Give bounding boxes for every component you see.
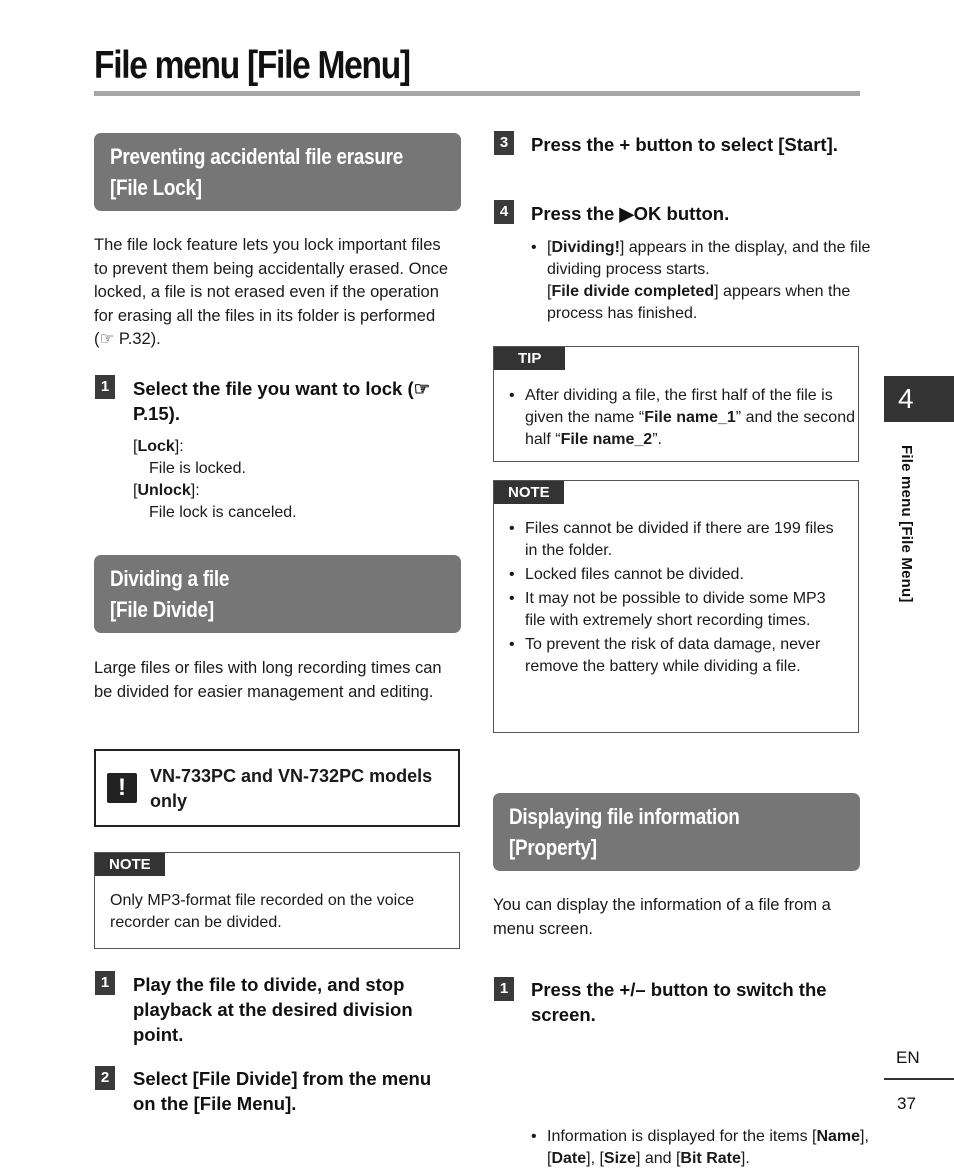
file-divide-intro: Large files or files with long recording times can be divided for easier management and editing. — [94, 659, 442, 701]
display-message: File divide completed — [551, 283, 715, 300]
page-number: 37 — [897, 1094, 916, 1113]
list-item: • Files cannot be divided if there are 199 files in the folder. — [509, 518, 843, 562]
step-instruction — [133, 1066, 455, 1116]
list-item: • To prevent the risk of data damage, never remove the battery while dividing a file. — [509, 634, 843, 678]
item-ref: Size — [603, 1150, 636, 1167]
text-part: [ — [547, 239, 552, 256]
note-text: Only MP3-format file recorded on the voice recorder can be divided. — [110, 892, 415, 931]
title-divider — [94, 91, 860, 96]
exclamation-icon: ! — [107, 773, 137, 803]
note-tag: NOTE — [494, 481, 564, 504]
step-number: 2 — [95, 1066, 115, 1090]
step-number: 1 — [95, 375, 115, 399]
step-bullet — [531, 237, 875, 325]
step-instruction: Play the file to divide, and stop playback at the desired division point. — [133, 974, 413, 1045]
model-notice-text: VN-733PC and VN-732PC models only — [150, 766, 433, 811]
text-part: After dividing a file, the first half of the file is given the name “ — [525, 387, 833, 426]
option-label: Unlock — [137, 482, 191, 499]
property-intro: You can display the information of a file from a menu screen. — [493, 896, 831, 938]
note-box — [493, 480, 859, 733]
step-instruction — [531, 201, 851, 226]
text-part: ]. — [826, 134, 838, 155]
text-part: Select [ — [133, 1068, 199, 1089]
list-item: • It may not be possible to divide some MP3 file with extremely short recording times. — [509, 588, 843, 632]
menu-ref: File Menu — [199, 1093, 286, 1114]
text-part: ] appears when the process has finished. — [547, 283, 851, 322]
section-heading-property — [493, 793, 860, 871]
play-ok-button-ref: ▶OK — [619, 203, 662, 224]
text-part: Press the + button to select [ — [531, 134, 785, 155]
text-part: ], [ — [586, 1150, 604, 1167]
step-bullet — [531, 1126, 875, 1170]
text-part: ”. — [652, 431, 662, 448]
step-number: 4 — [494, 200, 514, 224]
heading-line: [Property] — [509, 835, 597, 860]
option-label: Lock — [137, 438, 175, 455]
language-label: EN — [896, 1048, 920, 1067]
menu-item-ref: File Divide — [198, 1068, 292, 1089]
option-description: File lock is canceled. — [149, 504, 297, 521]
section-heading-file-divide — [94, 555, 461, 633]
text-part: ]. — [740, 1150, 750, 1167]
lock-option: [Lock]: — [133, 438, 184, 455]
option-description: File is locked. — [149, 460, 246, 477]
note-tag: NOTE — [95, 853, 165, 876]
heading-line: [File Divide] — [110, 597, 214, 622]
text-part: ]. — [285, 1093, 297, 1114]
text-part: button. — [661, 203, 730, 224]
tip-box — [493, 346, 859, 462]
item-ref: Bit Rate — [680, 1150, 741, 1167]
unlock-option: [Unlock]: — [133, 482, 200, 499]
list-item: • Locked files cannot be divided. — [509, 564, 843, 586]
tip-tag: TIP — [494, 347, 565, 370]
file-name-ref: File name_1 — [644, 409, 736, 426]
text-part: Information is displayed for the items [ — [547, 1128, 817, 1145]
note-box — [94, 852, 460, 949]
text-part: ], [ — [547, 1128, 869, 1167]
text-part: Press the — [531, 203, 620, 224]
step-instruction — [531, 132, 851, 157]
page-title: File menu [File Menu] — [94, 44, 410, 87]
heading-line: Displaying file information — [509, 804, 740, 829]
option-ref: Start — [784, 134, 827, 155]
step-number: 3 — [494, 131, 514, 155]
step-instruction: Press the +/– button to switch the screen. — [531, 979, 827, 1025]
step-instruction: Select the file you want to lock (☞ P.15). — [133, 378, 431, 424]
tip-item — [509, 385, 855, 451]
chapter-tab: 4 — [884, 376, 954, 422]
text-part: ] appears in the display, and the file dividing process starts. — [547, 239, 871, 278]
heading-line: Preventing accidental file erasure — [110, 144, 404, 169]
note-list — [509, 518, 843, 678]
item-ref: Name — [816, 1128, 861, 1145]
text-part: ” and the second half “ — [525, 409, 855, 448]
text-part: ] and [ — [635, 1150, 681, 1167]
step-number: 1 — [494, 977, 514, 1001]
model-notice-box — [94, 749, 460, 827]
lock-options — [133, 436, 453, 524]
item-ref: Date — [551, 1150, 587, 1167]
side-chapter-label: File menu [File Menu] — [898, 445, 915, 603]
section-heading-file-lock — [94, 133, 461, 211]
file-lock-intro: The file lock feature lets you lock important files to prevent them being accidentally erased. Once locked, a file is not erased even if the operation for erasing all the files in its folder is performed (☞ P.32). — [94, 236, 449, 348]
footer-divider — [884, 1078, 954, 1080]
text-part: ] from the menu on the [ — [133, 1068, 432, 1114]
heading-line: Dividing a file — [110, 566, 230, 591]
text-part: [ — [547, 283, 552, 300]
heading-line: [File Lock] — [110, 175, 202, 200]
display-message: Dividing! — [551, 239, 620, 256]
step-number: 1 — [95, 971, 115, 995]
file-name-ref: File name_2 — [560, 431, 653, 448]
